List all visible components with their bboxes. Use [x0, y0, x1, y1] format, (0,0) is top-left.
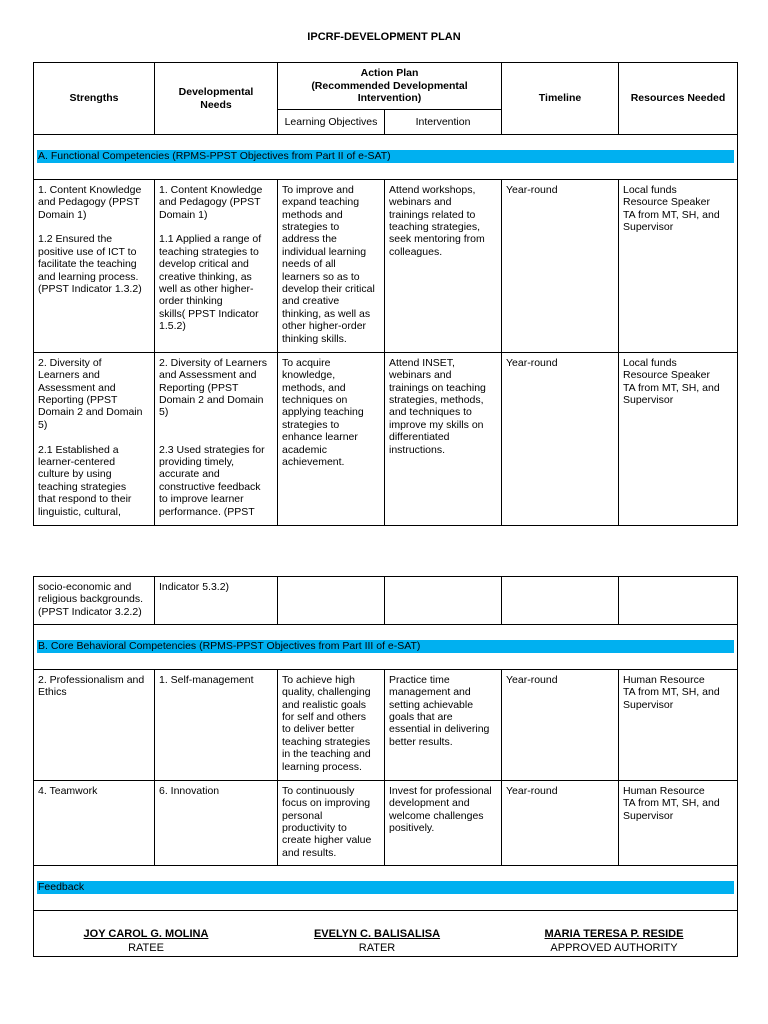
resources-cell: Human Resource TA from MT, SH, and Supervisor	[619, 669, 738, 780]
section-b-heading: B. Core Behavioral Competencies (RPMS-PPST Objectives from Part III of e-SAT)	[37, 640, 734, 653]
learning-objectives-cell	[278, 577, 385, 625]
feedback-row	[34, 865, 738, 910]
development-plan-table-page-1	[33, 62, 738, 526]
table-row	[34, 669, 738, 780]
resources-cell: Local funds Resource Speaker TA from MT, SH, and Supervisor	[619, 179, 738, 352]
strengths-cell: 2. Diversity of Learners and Assessment and Reporting (PPST Domain 2 and Domain 5) 2.1 Established a learner-centered culture by using teaching strategies that respond to their linguistic, cultural,	[34, 352, 155, 525]
developmental-needs-cell: 1. Self-management	[155, 669, 278, 780]
header-resources-needed: Resources Needed	[619, 63, 738, 135]
learning-objectives-cell: To improve and expand teaching methods and strategies to address the individual learning needs of all learners so as to develop their critical and creative thinking, as well as other higher-order thinking skills.	[278, 179, 385, 352]
header-action-plan: Action Plan (Recommended Developmental Intervention)	[278, 63, 502, 110]
signature-approving-authority	[504, 927, 724, 955]
approving-authority-role: APPROVED AUTHORITY	[550, 942, 678, 954]
header-intervention: Intervention	[385, 110, 502, 135]
developmental-needs-cell: 2. Diversity of Learners and Assessment and Reporting (PPST Domain 2 and Domain 5) 2.3 Used strategies for providing timely, accurate and constructive feedback to improve learner performance. (PPST	[155, 352, 278, 525]
learning-objectives-cell: To continuously focus on improving personal productivity to create higher value and results.	[278, 780, 385, 865]
intervention-cell	[385, 577, 502, 625]
section-b-row	[34, 625, 738, 670]
header-developmental-needs: Developmental Needs	[155, 63, 278, 135]
table-row	[34, 780, 738, 865]
header-strengths: Strengths	[34, 63, 155, 135]
section-a-row	[34, 135, 738, 180]
timeline-cell: Year-round	[502, 780, 619, 865]
timeline-cell: Year-round	[502, 179, 619, 352]
developmental-needs-cell: 6. Innovation	[155, 780, 278, 865]
signature-rater	[267, 927, 487, 955]
intervention-cell: Practice time management and setting achievable goals that are essential in delivering better results.	[385, 669, 502, 780]
learning-objectives-cell: To achieve high quality, challenging and realistic goals for self and others to deliver better teaching strategies in the teaching and learning process.	[278, 669, 385, 780]
strengths-cell: socio-economic and religious backgrounds. (PPST Indicator 3.2.2)	[34, 577, 155, 625]
header-learning-objectives: Learning Objectives	[278, 110, 385, 135]
strengths-cell: 1. Content Knowledge and Pedagogy (PPST Domain 1) 1.2 Ensured the positive use of ICT to facilitate the teaching and learning process. (PPST Indicator 1.3.2)	[34, 179, 155, 352]
resources-cell: Local funds Resource Speaker TA from MT, SH, and Supervisor	[619, 352, 738, 525]
ratee-role: RATEE	[128, 942, 164, 954]
table-row	[34, 179, 738, 352]
resources-cell	[619, 577, 738, 625]
ratee-name: JOY CAROL G. MOLINA	[83, 928, 209, 940]
rater-name: EVELYN C. BALISALISA	[313, 928, 441, 940]
intervention-cell: Attend workshops, webinars and trainings related to teaching strategies, seek mentoring from colleagues.	[385, 179, 502, 352]
document-title: IPCRF-DEVELOPMENT PLAN	[307, 31, 461, 43]
strengths-cell: 4. Teamwork	[34, 780, 155, 865]
signature-ratee	[36, 927, 256, 955]
approving-authority-name: MARIA TERESA P. RESIDE	[544, 928, 684, 940]
strengths-cell: 2. Professionalism and Ethics	[34, 669, 155, 780]
intervention-cell: Attend INSET, webinars and trainings on teaching strategies, methods, and techniques to improve my skills on differentiated instructions.	[385, 352, 502, 525]
resources-cell: Human Resource TA from MT, SH, and Supervisor	[619, 780, 738, 865]
feedback-heading: Feedback	[37, 881, 734, 894]
table-row	[34, 577, 738, 625]
rater-role: RATER	[358, 942, 396, 954]
timeline-cell: Year-round	[502, 669, 619, 780]
section-a-heading: A. Functional Competencies (RPMS-PPST Objectives from Part II of e-SAT)	[37, 150, 734, 163]
development-plan-table-page-2	[33, 576, 738, 957]
intervention-cell: Invest for professional development and welcome challenges positively.	[385, 780, 502, 865]
developmental-needs-cell: Indicator 5.3.2)	[155, 577, 278, 625]
learning-objectives-cell: To acquire knowledge, methods, and techniques on applying teaching strategies to enhance learner academic achievement.	[278, 352, 385, 525]
developmental-needs-cell: 1. Content Knowledge and Pedagogy (PPST Domain 1) 1.1 Applied a range of teaching strategies to develop critical and creative thinking, as well as other higher- order thinking skills( PPST Indicator 1.5.2)	[155, 179, 278, 352]
table-row	[34, 352, 738, 525]
timeline-cell: Year-round	[502, 352, 619, 525]
timeline-cell	[502, 577, 619, 625]
header-timeline: Timeline	[502, 63, 619, 135]
